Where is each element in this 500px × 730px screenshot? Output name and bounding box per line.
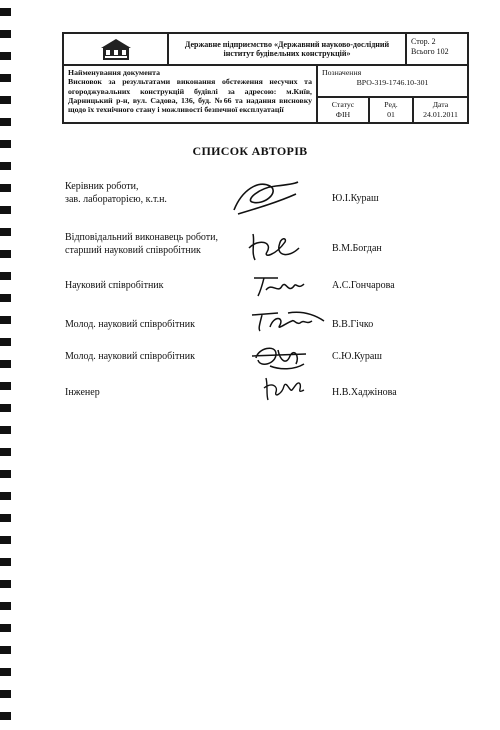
author-role [65,279,164,292]
revision-cell [369,97,413,123]
revision-value: 01 [387,109,395,119]
author-name: А.С.Гончарова [332,280,395,291]
page-title: СПИСОК АВТОРІВ [192,144,308,158]
author-name: Ю.І.Кураш [332,193,379,204]
page-count [406,33,468,65]
role-line: Відповідальний виконавець роботи, [65,232,219,243]
total-pages: Всього 102 [411,47,449,56]
document-header-table [62,32,469,124]
role-line: зав. лабораторією, к.т.н. [65,194,167,205]
signature [245,228,303,268]
signature [228,172,300,220]
date-value: 24.01.2011 [423,109,458,119]
author-role [65,231,218,257]
role-line: Інженер [65,387,100,398]
role-line: старший науковий співробітник [65,245,201,256]
binding-holes [0,0,14,730]
role-line: Керівник роботи, [65,181,139,192]
author-name: С.Ю.Кураш [332,351,383,362]
author-role [65,350,195,363]
signature [260,372,310,404]
document-name-label: Найменування документа [68,68,160,77]
author-name: В.В.Гічко [332,319,374,330]
signature [248,272,308,300]
revision-label: Ред. [384,100,398,109]
status-value: ФІН [335,109,351,119]
designation-cell [317,65,468,97]
status-label: Статус [331,100,355,109]
signature [248,307,328,335]
role-line: Молод. науковий співробітник [65,319,195,330]
author-name: В.М.Богдан [332,243,382,254]
date-cell [413,97,468,123]
status-cell [317,97,369,123]
role-line: Молод. науковий співробітник [65,351,195,362]
author-role [65,318,195,331]
role-line: Науковий співробітник [65,280,164,291]
document-name-text: Висновок за результатами виконання обстеження несучих та огороджувальних конструкцій будівлі за адресою: м.Київ, Дарницький р-н, вул. Садова, 136, буд. №66 та надання висновку щодо їх технічного стану і можливості безпечної експлуатації [68,77,312,115]
author-role [65,386,100,399]
organization-name: Державне підприємство «Державний науково-дослідний інститут будівельних конструкцій» [168,33,406,65]
institute-logo [63,33,168,65]
designation-label: Позначення [322,68,362,77]
document-name-cell [63,65,317,123]
author-name: Н.В.Хаджінова [332,387,397,398]
signature [250,340,310,374]
page-number: Стор. 2 [411,37,436,46]
date-label: Дата [432,100,449,109]
author-role [65,180,167,206]
designation-value: ВРО-319-1746.10-301 [356,78,429,88]
